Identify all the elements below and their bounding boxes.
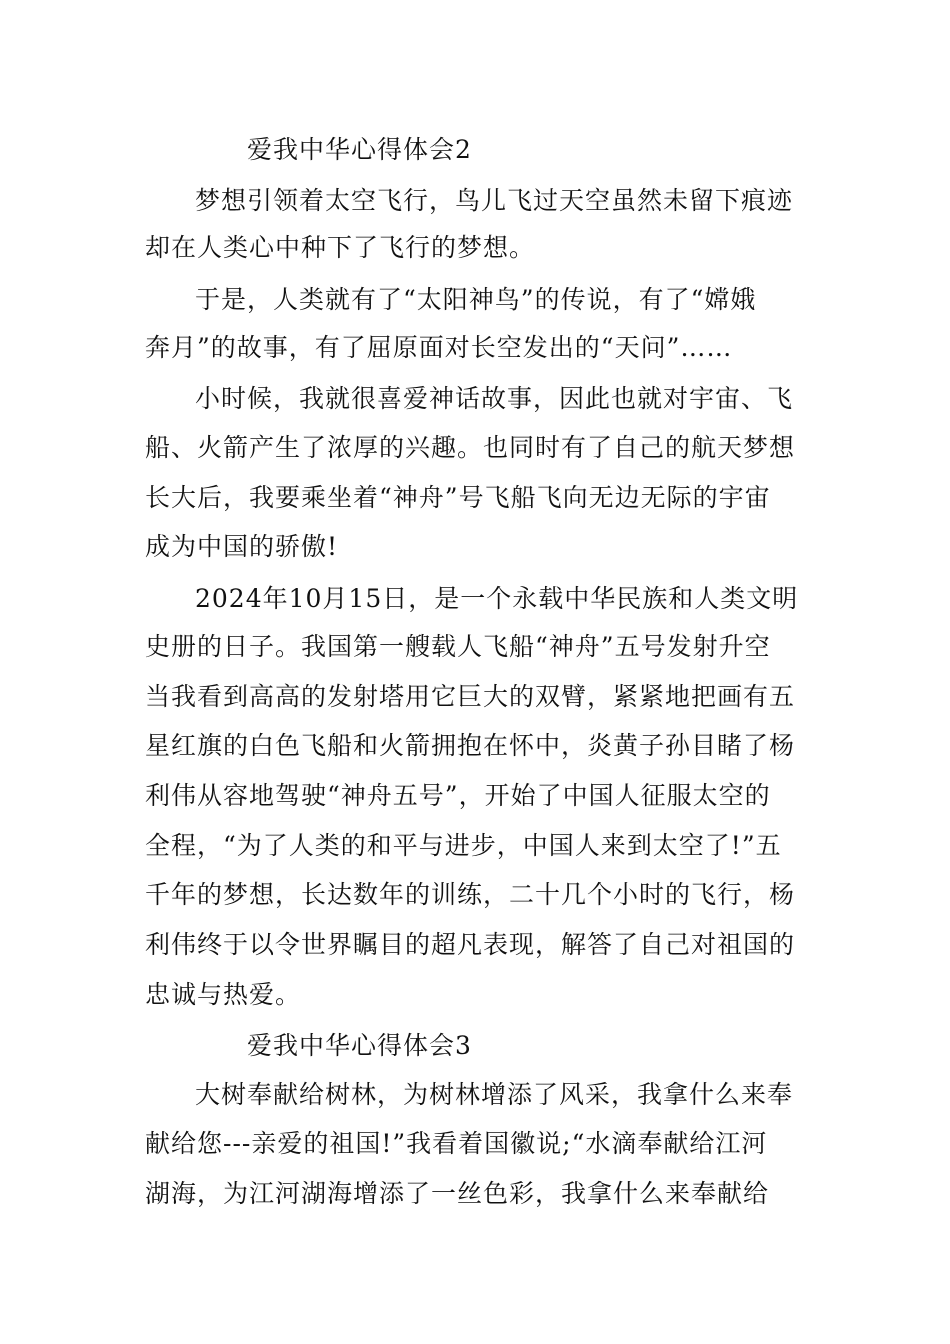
paragraph-line: 当我看到高高的发射塔用它巨大的双臂，紧紧地把画有五 — [145, 682, 796, 711]
paragraph-line: 全程，“为了人类的和平与进步，中国人来到太空了!”五 — [145, 831, 782, 860]
paragraph-line: 2024年10月15日，是一个永载中华民族和人类文明 — [195, 584, 799, 613]
paragraph-line: 大树奉献给树林，为树林增添了风采，我拿什么来奉 — [195, 1080, 794, 1109]
paragraph-line: 献给您---亲爱的祖国!”我看着国徽说;“水滴奉献给江河 — [145, 1129, 768, 1158]
paragraph-line: 忠诚与热爱。 — [145, 980, 302, 1009]
paragraph-line: 长大后，我要乘坐着“神舟”号飞船飞向无边无际的宇宙 — [145, 483, 771, 512]
paragraph-line: 梦想引领着太空飞行，鸟儿飞过天空虽然未留下痕迹 — [195, 186, 794, 215]
paragraph-line: 船、火箭产生了浓厚的兴趣。也同时有了自己的航天梦想 — [145, 433, 796, 462]
paragraph-line: 于是，人类就有了“太阳神鸟”的传说，有了“嫦娥 — [195, 285, 757, 314]
paragraph-line: 星红旗的白色飞船和火箭拥抱在怀中，炎黄子孙目睹了杨 — [145, 731, 796, 760]
paragraph-line: 却在人类心中种下了飞行的梦想。 — [145, 233, 536, 262]
section-heading: 爱我中华心得体会3 — [247, 1031, 472, 1060]
paragraph-line: 千年的梦想，长达数年的训练，二十几个小时的飞行，杨 — [145, 880, 796, 909]
paragraph-line: 利伟终于以令世界瞩目的超凡表现，解答了自己对祖国的 — [145, 930, 796, 959]
paragraph-line: 成为中国的骄傲! — [145, 532, 339, 561]
paragraph-line: 利伟从容地驾驶“神舟五号”，开始了中国人征服太空的 — [145, 781, 771, 810]
paragraph-line: 奔月”的故事，有了屈原面对长空发出的“天问”…… — [145, 333, 733, 362]
paragraph-line: 湖海，为江河湖海增添了一丝色彩，我拿什么来奉献给 — [145, 1179, 770, 1208]
section-heading: 爱我中华心得体会2 — [247, 135, 472, 164]
paragraph-line: 史册的日子。我国第一艘载人飞船“神舟”五号发射升空 — [145, 632, 771, 661]
paragraph-line: 小时候，我就很喜爱神话故事，因此也就对宇宙、飞 — [195, 384, 794, 413]
